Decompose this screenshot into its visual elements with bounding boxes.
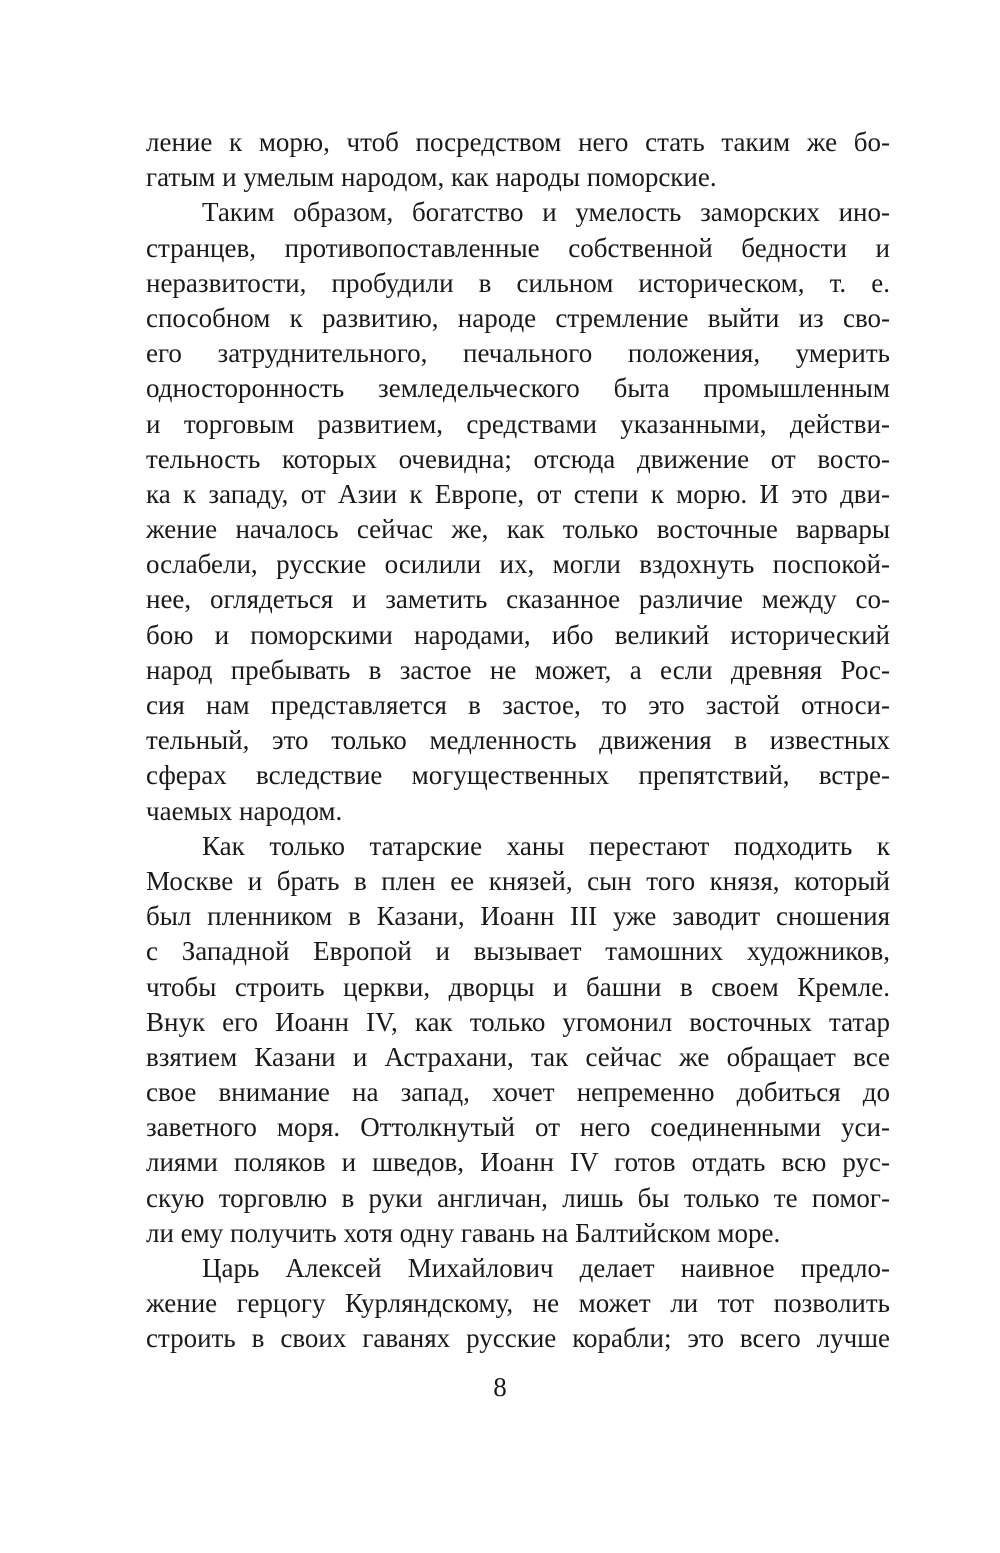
text-line: Как только татарские ханы перестают подходить к	[202, 830, 890, 861]
text-line: и торговым развитием, средствами указанными, действи-	[146, 408, 890, 439]
text-line: ли ему получить хотя одну гавань на Балтийском море.	[146, 1217, 781, 1248]
text-line: был пленником в Казани, Иоанн III уже заводит сношения	[146, 901, 890, 932]
text-line: ка к западу, от Азии к Европе, от степи к морю. И это дви-	[146, 478, 890, 509]
text-line: чаемых народом.	[146, 795, 343, 826]
text-line: сия нам представляется в застое, то это застой относи-	[146, 690, 890, 720]
text-line: странцев, противопоставленные собственной бедности и	[146, 232, 890, 263]
text-line: скую торговлю в руки англичан, лишь бы только те помог-	[146, 1182, 890, 1213]
text-line: народ пребывать в застое не может, а если древняя Рос-	[146, 654, 890, 685]
text-line: жение герцогу Курляндскому, не может ли тот позволить	[146, 1288, 890, 1319]
text-line: строить в своих гаванях русские корабли; это всего лучше	[146, 1323, 890, 1354]
text-line: нее, оглядеться и заметить сказанное различие между со-	[146, 584, 890, 615]
text-line: неразвитости, пробудили в сильном историческом, т. е.	[146, 267, 890, 298]
text-line: его затруднительного, печального положения, умерить	[146, 338, 890, 369]
text-line: Москве и брать в плен ее князей, сын того князя, который	[146, 865, 890, 896]
text-line: ление к морю, чтоб посредством него стать таким же бо-	[146, 127, 890, 157]
text-line: свое внимание на запад, хочет непременно добиться до	[146, 1077, 890, 1108]
text-line: заветного моря. Оттолкнутый от него соединенными уси-	[146, 1112, 890, 1143]
body-text	[146, 125, 890, 1357]
text-line: Внук его Иоанн IV, как только угомонил восточных татар	[146, 1006, 890, 1037]
text-line: сферах вследствие могущественных препятствий, встре-	[146, 760, 890, 791]
text-line: жение началось сейчас же, как только восточные варвары	[146, 514, 890, 545]
text-line: Царь Алексей Михайлович делает наивное предло-	[202, 1253, 890, 1283]
text-line: взятием Казани и Астрахани, так сейчас же обращает все	[146, 1041, 890, 1072]
text-line: односторонность земледельческого быта промышленным	[146, 373, 890, 404]
text-line: тельность которых очевидна; отсюда движение от восто-	[146, 443, 890, 474]
text-line: гатым и умелым народом, как народы поморские.	[146, 162, 717, 193]
text-line: способном к развитию, народе стремление выйти из сво-	[146, 302, 890, 333]
text-line: Таким образом, богатство и умелость заморских ино-	[202, 197, 890, 228]
text-line: ослабели, русские осилили их, могли вздохнуть поспокой-	[146, 549, 890, 580]
text-line: бою и поморскими народами, ибо великий исторический	[146, 619, 890, 650]
text-line: лиями поляков и шведов, Иоанн IV готов отдать всю рус-	[146, 1147, 890, 1178]
text-line: с Западной Европой и вызывает тамошних художников,	[146, 936, 890, 967]
text-line: тельный, это только медленность движения в известных	[146, 725, 890, 756]
text-line: чтобы строить церкви, дворцы и башни в своем Кремле.	[146, 971, 890, 1002]
page-number: 8	[493, 1372, 507, 1402]
